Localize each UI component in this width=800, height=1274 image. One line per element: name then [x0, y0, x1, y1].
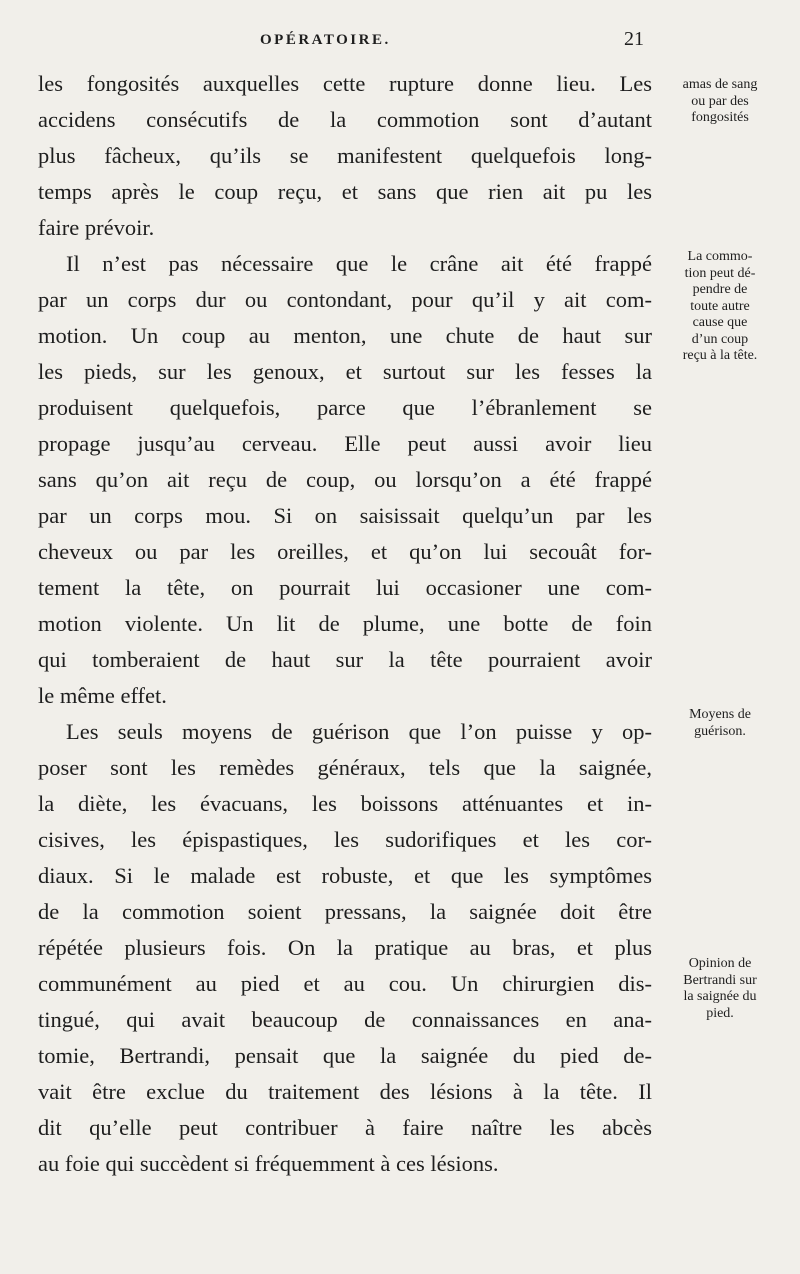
paragraph-start-line: Les seuls moyens de guérison que l’on puisse y op-: [66, 719, 652, 744]
margin-note-line: fongosités: [691, 110, 749, 125]
text-line: produisent quelquefois, parce que l’ébranlement se: [38, 395, 652, 420]
text-line: vait être exclue du traitement des lésions à la tête. Il: [38, 1079, 652, 1104]
margin-note-line: Moyens de: [689, 707, 751, 722]
running-head: OPÉRATOIRE.: [260, 32, 391, 48]
text-line: accidens consécutifs de la commotion sont d’autant: [38, 107, 652, 132]
text-line: communément au pied et au cou. Un chirurgien dis-: [38, 971, 652, 996]
margin-note-line: ou par des: [691, 93, 749, 109]
margin-note-line: tion peut dé-: [684, 265, 756, 281]
text-line: qui tomberaient de haut sur la tête pourraient avoir: [38, 647, 652, 672]
margin-note-opinion-bertrandi: [660, 956, 780, 1022]
text-line: motion. Un coup au menton, une chute de haut sur: [38, 323, 652, 348]
text-line: tomie, Bertrandi, pensait que la saignée du pied de-: [38, 1043, 652, 1068]
body-text: [38, 66, 652, 1182]
margin-note-moyens-de-guerison: [660, 707, 780, 740]
text-line: par un corps dur ou contondant, pour qu’il y ait com-: [38, 287, 652, 312]
text-line: sans qu’on ait reçu de coup, ou lorsqu’on a été frappé: [38, 467, 652, 492]
margin-note-line: cause que: [692, 315, 748, 330]
text-line: la diète, les évacuans, les boissons atténuantes et in-: [38, 791, 652, 816]
text-line: les fongosités auxquelles cette rupture donne lieu. Les: [38, 71, 652, 96]
margin-note-line: Bertrandi sur: [683, 972, 757, 988]
paragraph-start-line: Il n’est pas nécessaire que le crâne ait été frappé: [66, 251, 652, 276]
margin-note-line: amas de sang: [682, 77, 758, 92]
text-line: de la commotion soient pressans, la saignée doit être: [38, 899, 652, 924]
text-line: plus fâcheux, qu’ils se manifestent quelquefois long-: [38, 143, 652, 168]
margin-note-line: pendre de: [692, 282, 748, 297]
margin-note-line: Opinion de: [688, 956, 752, 971]
margin-note-line: d’un coup: [691, 331, 749, 347]
margin-note-line: guérison.: [694, 723, 746, 739]
margin-note-commotion: [660, 249, 780, 365]
text-line: les pieds, sur les genoux, et surtout sur les fesses la: [38, 359, 652, 384]
text-line: par un corps mou. Si on saisissait quelqu’un par les: [38, 503, 652, 528]
text-line: tement la tête, on pourrait lui occasioner une com-: [38, 575, 652, 600]
text-line: motion violente. Un lit de plume, une botte de foin: [38, 611, 652, 636]
margin-note-line: toute autre: [690, 298, 750, 314]
margin-note-amas-de-sang: [660, 77, 780, 127]
text-line: propage jusqu’au cerveau. Elle peut aussi avoir lieu: [38, 431, 652, 456]
page-number: 21: [624, 28, 644, 50]
text-line: diaux. Si le malade est robuste, et que les symptômes: [38, 863, 652, 888]
margin-note-line: pied.: [706, 1005, 734, 1021]
page-header: [40, 24, 650, 58]
text-line: au foie qui succèdent si fréquemment à ces lésions.: [38, 1151, 499, 1176]
margin-note-line: la saignée du: [683, 989, 757, 1004]
text-line: temps après le coup reçu, et sans que rien ait pu les: [38, 179, 652, 204]
text-line: poser sont les remèdes généraux, tels que la saignée,: [38, 755, 652, 780]
text-line: répétée plusieurs fois. On la pratique au bras, et plus: [38, 935, 652, 960]
text-line: dit qu’elle peut contribuer à faire naître les abcès: [38, 1115, 652, 1140]
text-line: le même effet.: [38, 683, 167, 708]
margin-note-line: La commo-: [687, 249, 753, 264]
margin-note-line: reçu à la tête.: [682, 348, 758, 363]
text-line: faire prévoir.: [38, 215, 155, 240]
text-line: tingué, qui avait beaucoup de connaissances en ana-: [38, 1007, 652, 1032]
text-line: cheveux ou par les oreilles, et qu’on lui secouât for-: [38, 539, 652, 564]
text-line: cisives, les épispastiques, les sudorifiques et les cor-: [38, 827, 652, 852]
